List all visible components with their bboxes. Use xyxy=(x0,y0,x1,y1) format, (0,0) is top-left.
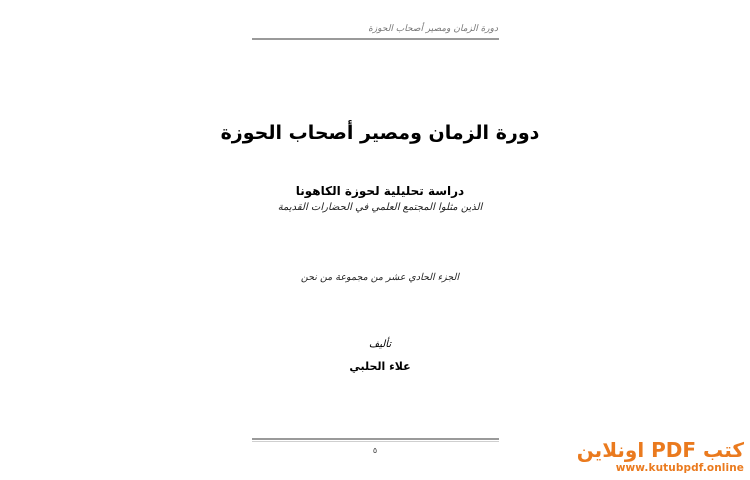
series-note: الجزء الحادي عشر من مجموعة من نحن xyxy=(300,272,460,283)
watermark-logo xyxy=(576,438,744,474)
page-number: ٥ xyxy=(372,446,378,455)
footer-rule xyxy=(252,438,499,440)
footer-rule-thin xyxy=(252,441,499,442)
book-title: دورة الزمان ومصير أصحاب الحوزة xyxy=(220,122,540,144)
watermark-url: www.kutubpdf.online xyxy=(615,462,744,474)
author-name: علاء الحلبي xyxy=(349,360,411,373)
author-label: تأليف xyxy=(368,339,392,350)
book-subtitle-secondary: الذين مثلوا المجتمع العلمي في الحضارات القديمة xyxy=(277,202,483,213)
running-header: دورة الزمان ومصير أصحاب الحوزة xyxy=(368,24,498,34)
watermark-arabic: كتب PDF اونلاين xyxy=(576,438,744,462)
book-subtitle: دراسة تحليلية لحوزة الكاهونا xyxy=(295,184,465,198)
header-rule xyxy=(252,38,499,40)
